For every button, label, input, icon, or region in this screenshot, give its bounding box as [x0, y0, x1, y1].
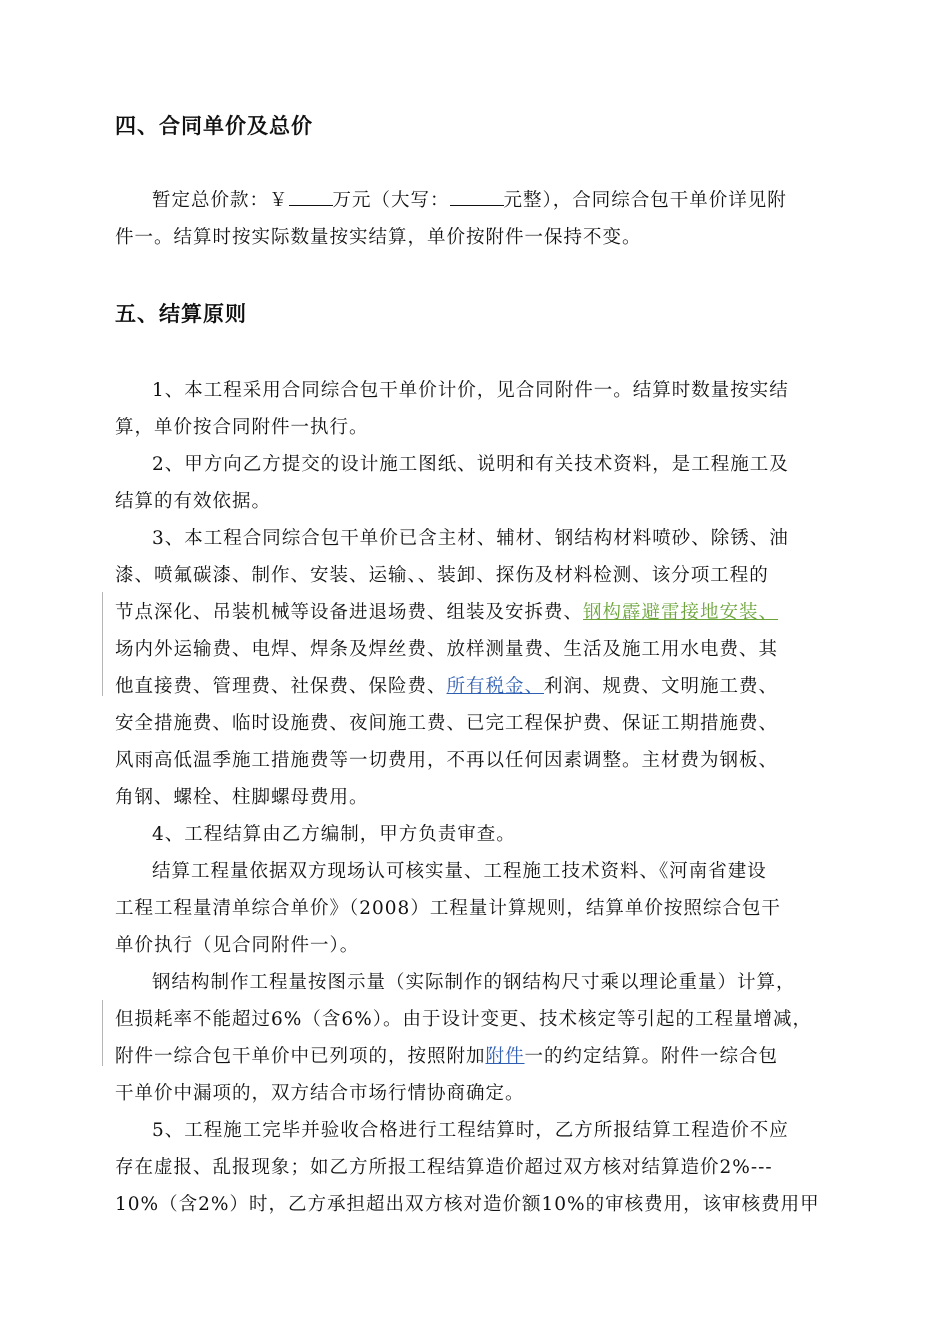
price-line — [115, 182, 895, 219]
clause-3-line-3 — [115, 594, 895, 631]
clause-3-line-6: 安全措施费、临时设施费、夜间施工费、已完工程保护费、保证工期措施费、 — [115, 713, 779, 734]
settlement-quantity-line-3: 单价执行（见合同附件一）。 — [115, 935, 360, 956]
clause-3-line-1: 3、本工程合同综合包干单价已含主材、辅材、钢结构材料喷砂、除锈、油 — [152, 528, 789, 549]
steel-quantity-line-3 — [115, 1038, 895, 1075]
price-prefix: 暂定总价款：￥ — [152, 190, 289, 211]
steel-quantity-line-3-text-after: 一的约定结算。附件一综合包 — [524, 1046, 779, 1067]
clause-1-line-2: 算，单价按合同附件一执行。 — [115, 417, 369, 438]
all-taxes-link[interactable]: 所有税金、 — [446, 676, 545, 697]
revision-change-bar — [102, 1000, 103, 1066]
lightning-protection-link[interactable]: 钢构霹避雷接地安装、 — [583, 602, 779, 623]
clause-2-line-2: 结算的有效依据。 — [115, 491, 272, 512]
steel-quantity-line-1: 钢结构制作工程量按图示量（实际制作的钢结构尺寸乘以理论重量）计算， — [152, 972, 796, 993]
clause-3-line-3-text: 节点深化、吊装机械等设备进退场费、组装及安拆费、 — [115, 602, 584, 623]
clause-3-line-5-text-after: 利润、规费、文明施工费、 — [544, 676, 779, 697]
clause-4-line-1: 4、工程结算由乙方编制，甲方负责审查。 — [152, 824, 516, 845]
clause-3-line-5 — [115, 668, 895, 705]
clause-3-line-5-text: 他直接费、管理费、社保费、保险费、 — [115, 676, 447, 697]
revision-change-bar — [102, 592, 103, 696]
steel-quantity-line-3-text: 附件一综合包干单价中已列项的，按照附加 — [115, 1046, 486, 1067]
price-line-2: 件一。结算时按实际数量按实结算，单价按附件一保持不变。 — [115, 227, 642, 248]
price-words-blank — [450, 187, 504, 206]
settlement-quantity-line-1: 结算工程量依据双方现场认可核实量、工程施工技术资料、《河南省建设 — [152, 861, 767, 882]
clause-3-line-2: 漆、喷氟碳漆、制作、安装、运输、、装卸、探伤及材料检测、该分项工程的 — [115, 565, 769, 586]
price-mid: 万元（大写： — [332, 190, 450, 211]
price-suffix: 元整），合同综合包干单价详见附 — [503, 190, 787, 211]
attachment-link[interactable]: 附件 — [485, 1046, 525, 1067]
steel-quantity-line-4: 干单价中漏项的，双方结合市场行情协商确定。 — [115, 1083, 525, 1104]
section-5-heading: 五、结算原则 — [115, 302, 247, 326]
clause-3-line-8: 角钢、螺栓、柱脚螺母费用。 — [115, 787, 369, 808]
clause-3-line-4: 场内外运输费、电焊、焊条及焊丝费、放样测量费、生活及施工用水电费、其 — [115, 639, 779, 660]
section-4-paragraph — [115, 182, 895, 256]
clause-1-line-1: 1、本工程采用合同综合包干单价计价，见合同附件一。结算时数量按实结 — [152, 380, 789, 401]
clause-5-line-3: 10%（含2%）时，乙方承担超出双方核对造价额10%的审核费用，该审核费用甲 — [115, 1194, 820, 1215]
clause-5-line-1: 5、工程施工完毕并验收合格进行工程结算时，乙方所报结算工程造价不应 — [152, 1120, 789, 1141]
steel-quantity-line-2: 但损耗率不能超过6%（含6%）。由于设计变更、技术核定等引起的工程量增减， — [115, 1009, 812, 1030]
clause-2-line-1: 2、甲方向乙方提交的设计施工图纸、说明和有关技术资料，是工程施工及 — [152, 454, 789, 475]
section-5-body — [115, 372, 895, 1223]
clause-3-line-7: 风雨高低温季施工措施费等一切费用，不再以任何因素调整。主材费为钢板、 — [115, 750, 779, 771]
section-4-heading: 四、合同单价及总价 — [115, 114, 313, 138]
settlement-quantity-line-2: 工程工程量清单综合单价》（2008）工程量计算规则，结算单价按照综合包干 — [115, 898, 781, 919]
clause-5-line-2: 存在虚报、乱报现象；如乙方所报工程结算造价超过双方核对结算造价2%--- — [115, 1157, 773, 1178]
price-amount-blank — [289, 187, 333, 206]
